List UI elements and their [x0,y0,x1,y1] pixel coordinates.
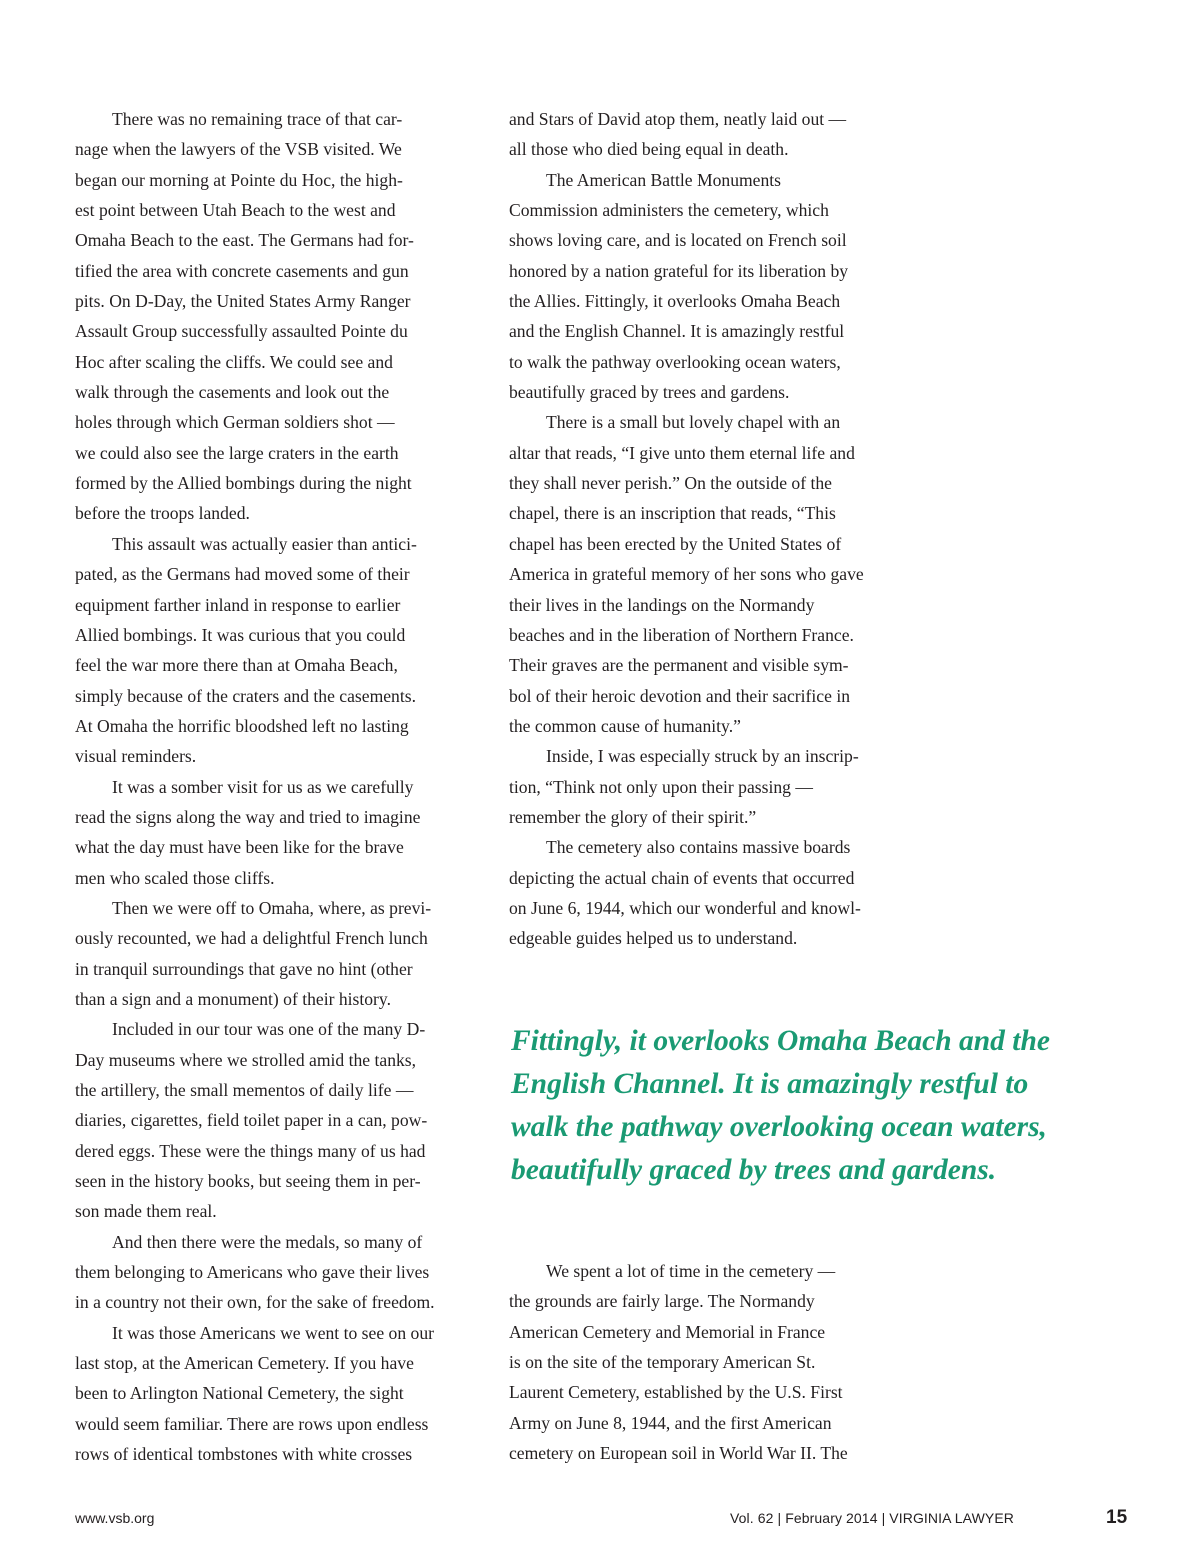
text-line: est point between Utah Beach to the west and [75,200,396,221]
text-line: altar that reads, “I give unto them eternal life and [509,442,855,463]
text-line: beaches and in the liberation of Northern France. [509,624,854,645]
text-line: their lives in the landings on the Normandy [509,594,815,615]
body-paragraph [509,104,909,165]
text-line: remember the glory of their spirit.” [509,806,757,827]
text-line: the Allies. Fittingly, it overlooks Omaha Beach [509,291,841,312]
text-line: last stop, at the American Cemetery. If you have [75,1353,414,1374]
text-line: shows loving care, and is located on French soil [509,230,847,251]
text-line: in a country not their own, for the sake of freedom. [75,1292,435,1313]
body-paragraph [75,772,475,893]
text-line: and the English Channel. It is amazingly restful [509,321,845,342]
text-line: feel the war more there than at Omaha Beach, [75,655,398,676]
text-line: Army on June 8, 1944, and the first American [509,1412,832,1433]
body-paragraph [75,529,475,772]
text-line: edgeable guides helped us to understand. [509,928,798,949]
text-line: is on the site of the temporary American St. [509,1352,816,1373]
text-line: pated, as the Germans had moved some of their [75,564,410,585]
text-line: Their graves are the permanent and visible sym- [509,655,849,676]
page-number: 15 [1106,1507,1128,1528]
footer-issue-info: Vol. 62 | February 2014 | VIRGINIA LAWYER [730,1510,1014,1526]
text-line: The cemetery also contains massive boards [546,837,851,858]
text-line: formed by the Allied bombings during the night [75,473,412,494]
text-line: Laurent Cemetery, established by the U.S. First [509,1382,843,1403]
body-paragraph [75,104,475,529]
pull-quote-line: walk the pathway overlooking ocean waters, [511,1111,1047,1143]
text-line: the grounds are fairly large. The Normandy [509,1291,815,1312]
text-line: ously recounted, we had a delightful French lunch [75,928,428,949]
text-line: Commission administers the cemetery, which [509,200,829,221]
text-line: all those who died being equal in death. [509,139,789,160]
text-line: honored by a nation grateful for its liberation by [509,260,849,281]
text-line: than a sign and a monument) of their history. [75,988,391,1009]
text-line: the artillery, the small mementos of daily life — [75,1080,414,1100]
text-line: son made them real. [75,1201,217,1222]
right-column [509,104,909,954]
text-line: America in grateful memory of her sons who gave [509,564,864,585]
pull-quote-line: Fittingly, it overlooks Omaha Beach and the [511,1025,1050,1057]
text-line: walk through the casements and look out the [75,382,390,403]
text-line: Inside, I was especially struck by an inscrip- [546,746,859,767]
text-line: There was no remaining trace of that car- [112,109,403,129]
text-line: Omaha Beach to the east. The Germans had for- [75,230,414,251]
text-line: them belonging to Americans who gave their lives [75,1262,430,1283]
pull-quote [511,1020,1111,1192]
text-line: And then there were the medals, so many of [112,1231,423,1252]
text-line: It was a somber visit for us as we carefully [112,776,414,797]
text-line: seen in the history books, but seeing them in per- [75,1171,421,1192]
pull-quote-line: English Channel. It is amazingly restful to [511,1068,1029,1100]
text-line: depicting the actual chain of events that occurred [509,867,855,888]
text-line: visual reminders. [75,746,197,767]
text-line: diaries, cigarettes, field toilet paper in a can, pow- [75,1110,428,1131]
text-line: We spent a lot of time in the cemetery — [546,1261,836,1281]
text-line: Assault Group successfully assaulted Pointe du [75,321,408,342]
text-line: pits. On D-Day, the United States Army Ranger [75,291,411,312]
text-line: we could also see the large craters in the earth [75,442,399,463]
body-paragraph [509,407,909,741]
text-line: been to Arlington National Cemetery, the sight [75,1383,404,1404]
text-line: Day museums where we strolled amid the tanks, [75,1049,417,1070]
text-line: tified the area with concrete casements and gun [75,260,409,281]
text-line: holes through which German soldiers shot — [75,412,395,433]
text-line: would seem familiar. There are rows upon endless [75,1413,429,1434]
text-line: cemetery on European soil in World War II. The [509,1443,848,1464]
text-line: This assault was actually easier than antici- [112,533,417,554]
text-line: Then we were off to Omaha, where, as previ- [112,897,432,918]
text-line: Allied bombings. It was curious that you could [75,624,406,645]
text-line: simply because of the craters and the casements. [75,685,416,706]
body-paragraph [75,1318,475,1470]
text-line: beautifully graced by trees and gardens. [509,382,790,403]
text-line: the common cause of humanity.” [509,715,741,736]
text-line: and Stars of David atop them, neatly laid out — [509,109,847,129]
text-line: nage when the lawyers of the VSB visited. We [75,139,402,160]
text-line: The American Battle Monuments [546,169,782,190]
text-line: what the day must have been like for the brave [75,837,404,858]
pull-quote-line: beautifully graced by trees and gardens. [511,1154,997,1186]
text-line: bol of their heroic devotion and their sacrifice in [509,685,850,706]
body-paragraph [75,1227,475,1318]
footer-website[interactable]: www.vsb.org [75,1510,155,1526]
text-line: men who scaled those cliffs. [75,867,275,888]
text-line: Included in our tour was one of the many D- [112,1019,426,1040]
body-paragraph [509,1256,909,1468]
text-line: chapel has been erected by the United States of [509,533,842,554]
text-line: before the troops landed. [75,503,250,524]
text-line: read the signs along the way and tried to imagine [75,806,421,827]
text-line: American Cemetery and Memorial in France [509,1321,826,1342]
text-line: dered eggs. These were the things many of us had [75,1140,426,1161]
body-paragraph [75,893,475,1014]
text-line: At Omaha the horrific bloodshed left no lasting [75,715,409,736]
text-line: on June 6, 1944, which our wonderful and knowl- [509,897,861,918]
text-line: they shall never perish.” On the outside of the [509,473,832,494]
body-paragraph [75,1014,475,1226]
body-paragraph [509,741,909,832]
right-column-continued [509,1256,909,1468]
text-line: Hoc after scaling the cliffs. We could see and [75,351,393,372]
text-line: began our morning at Pointe du Hoc, the high- [75,169,403,190]
left-column [75,104,475,1469]
text-line: tion, “Think not only upon their passing — [509,776,813,797]
body-paragraph [509,165,909,408]
text-line: It was those Americans we went to see on our [112,1322,434,1343]
text-line: chapel, there is an inscription that reads, “This [509,503,836,524]
text-line: to walk the pathway overlooking ocean waters, [509,351,841,372]
text-line: in tranquil surroundings that gave no hint (other [75,958,413,979]
text-line: There is a small but lovely chapel with an [546,412,841,433]
text-line: equipment farther inland in response to earlier [75,594,401,615]
body-paragraph [509,832,909,953]
text-line: rows of identical tombstones with white crosses [75,1444,413,1465]
